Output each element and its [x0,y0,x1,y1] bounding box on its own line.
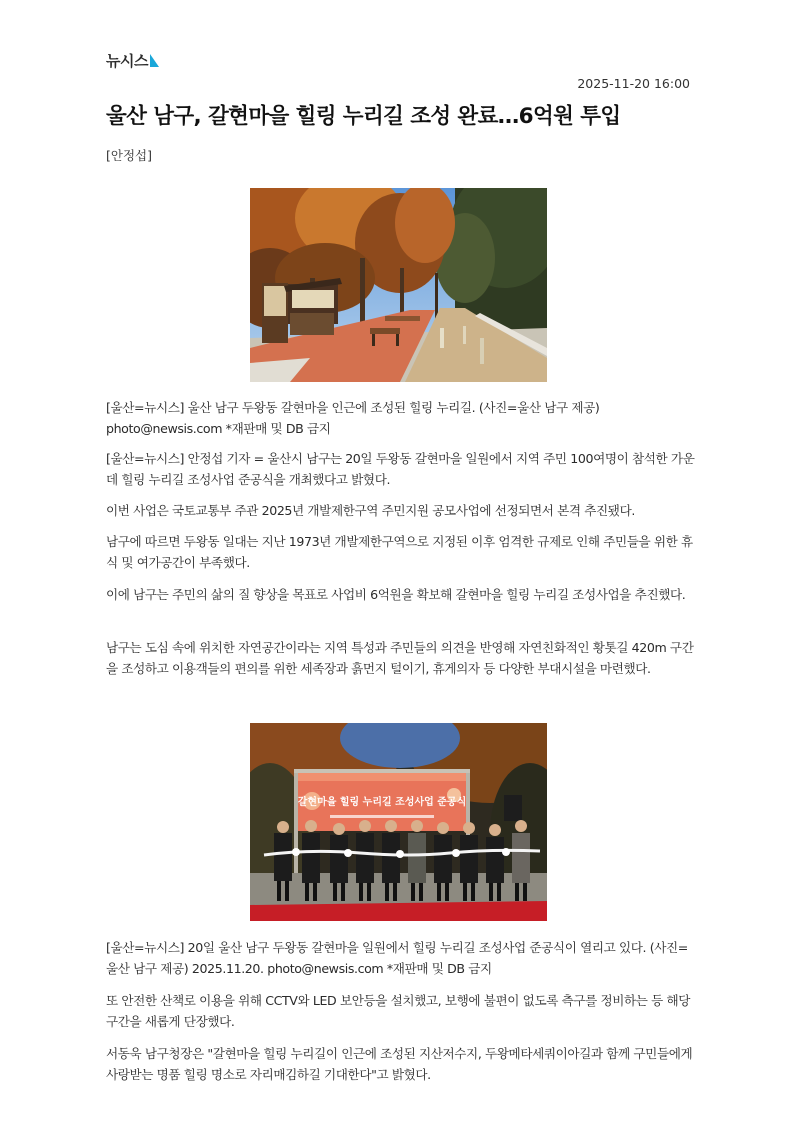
paragraph-5: 남구는 도심 속에 위치한 자연공간이라는 지역 특성과 주민들의 의견을 반영해 자연친화적인 황톳길 420m 구간을 조성하고 이용객들의 편의를 위한 세족장과 흙먼지 털이기, 휴게의자 등 다양한 부대시설을 마련했다. [106,640,694,676]
paragraph-1: [울산=뉴시스] 안정섭 기자 = 울산시 남구는 20일 두왕동 갈현마을 일원에서 지역 주민 100여명이 참석한 가운데 힐링 누리길 조성사업 준공식을 개최했다고 밝혔다. [106,451,695,487]
paragraph-6: 또 안전한 산책로 이용을 위해 CCTV와 LED 보안등을 설치했고, 보행에 불편이 없도록 측구를 정비하는 등 해당 구간을 새롭게 단장했다. [106,993,691,1029]
trail-photo [250,188,547,382]
paragraph-4: 이에 남구는 주민의 삶의 질 향상을 목표로 사업비 6억원을 확보해 갈현마을 힐링 누리길 조성사업을 추진했다. [106,587,686,602]
ceremony-banner-text: 갈현마을 힐링 누리길 조성사업 준공식 [297,797,467,808]
photo1-caption: [울산=뉴시스] 울산 남구 두왕동 갈현마을 인근에 조성된 힐링 누리길. (사진=울산 남구 제공) photo@newsis.com *재판매 및 DB 금지 [106,400,600,436]
newsis-logo [106,50,159,71]
paragraph-7: 서동욱 남구청장은 "갈현마을 힐링 누리길이 인근에 조성된 지산저수지, 두왕메타세쿼이아길과 함께 구민들에게 사랑받는 명품 힐링 명소로 자리매김하길 기대한다"고 밝혔다. [106,1046,693,1082]
paragraph-3: 남구에 따르면 두왕동 일대는 지난 1973년 개발제한구역으로 지정된 이후 엄격한 규제로 인해 주민들을 위한 휴식 및 여가공간이 부족했다. [106,534,693,570]
photo2-caption: [울산=뉴시스] 20일 울산 남구 두왕동 갈현마을 일원에서 힐링 누리길 조성사업 준공식이 열리고 있다. (사진=울산 남구 제공) 2025.11.20. photo@newsis.com *재판매 및 DB 금지 [106,940,688,976]
logo-mark-icon [150,54,159,67]
publish-date: 2025-11-20 16:00 [577,76,690,91]
logo-text: 뉴시스 [106,52,148,70]
byline: [안정섭] [106,148,152,163]
ceremony-photo [250,723,547,921]
paragraph-2: 이번 사업은 국토교통부 주관 2025년 개발제한구역 주민지원 공모사업에 선정되면서 본격 추진됐다. [106,503,635,518]
article-title: 울산 남구, 갈현마을 힐링 누리길 조성 완료…6억원 투입 [106,104,621,129]
